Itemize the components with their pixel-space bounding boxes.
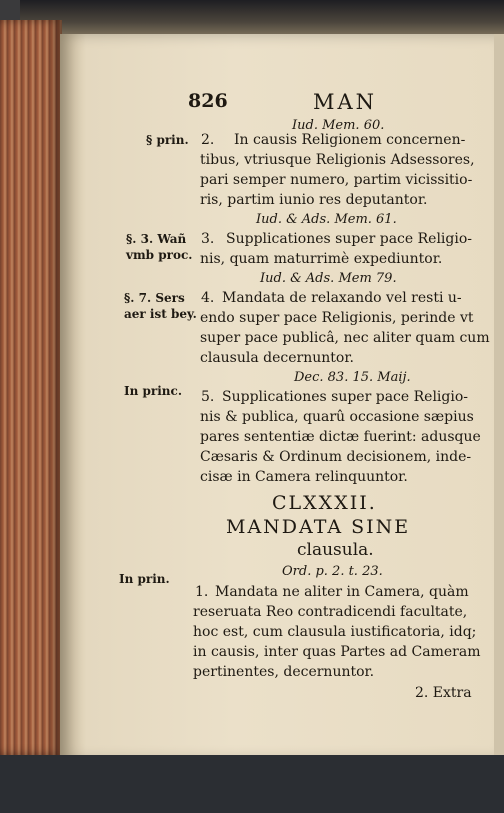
paragraph-number: 5.: [201, 389, 215, 405]
text-line: endo super pace Religionis, perinde vt: [200, 310, 474, 326]
section-reference: Iud. & Ads. Mem 79.: [260, 271, 397, 286]
paragraph-number: 4.: [201, 290, 215, 306]
side-note: § prin.: [146, 133, 189, 147]
section-reference: Iud. Mem. 60.: [292, 118, 385, 133]
text-line: in causis, inter quas Partes ad Cameram: [193, 644, 481, 660]
background-surface: [0, 755, 504, 813]
text-line: clausula decernuntor.: [200, 350, 354, 366]
section-reference: Ord. p. 2. t. 23.: [282, 564, 383, 579]
side-note: §. 3. Wañ: [126, 232, 187, 246]
paragraph-number: 3.: [201, 231, 215, 247]
text-line: hoc est, cum clausula iustificatoria, idq;: [193, 624, 477, 640]
text-line: In causis Religionem concernen-: [234, 132, 466, 148]
chapter-title: MANDATA SINE: [226, 516, 411, 538]
side-note: §. 7. Sers: [124, 291, 185, 305]
side-note: In prin.: [119, 572, 170, 586]
text-line: nis, quam maturrimè expediuntor.: [200, 251, 443, 267]
text-line: pari semper numero, partim vicissitio-: [200, 172, 473, 188]
text-line: pares sententiæ dictæ fuerint: adusque: [200, 429, 481, 445]
text-line: tibus, vtriusque Religionis Adsessores,: [200, 152, 475, 168]
page-number: 826: [188, 90, 228, 112]
paragraph-number: 2.: [201, 132, 215, 148]
side-note: aer ist bey.: [124, 307, 197, 321]
catchword: 2. Extra: [415, 685, 472, 701]
text-line: super pace publicâ, nec aliter quam cum: [200, 330, 490, 346]
text-line: pertinentes, decernuntor.: [193, 664, 375, 680]
section-reference: Iud. & Ads. Mem. 61.: [256, 212, 397, 227]
text-line: Mandata de relaxando vel resti u-: [222, 290, 462, 306]
chapter-number: CLXXXII.: [272, 492, 377, 514]
text-line: Supplicationes super pace Religio-: [226, 231, 472, 247]
page-right-edge: [494, 34, 504, 760]
side-note: vmb proc.: [126, 248, 193, 262]
text-line: reseruata Reo contradicendi facultate,: [193, 604, 468, 620]
book-page-stack: [0, 20, 62, 755]
paragraph-number: 1.: [195, 584, 209, 600]
side-note: In princ.: [124, 384, 182, 398]
text-line: ris, partim iunio res deputantor.: [200, 192, 428, 208]
text-line: cisæ in Camera relinquuntor.: [200, 469, 408, 485]
text-line: Supplicationes super pace Religio-: [222, 389, 468, 405]
running-head: MAN: [313, 90, 378, 114]
text-line: Mandata ne aliter in Camera, quàm: [215, 584, 469, 600]
text-line: nis & publica, quarû occasione sæpius: [200, 409, 474, 425]
section-reference: Dec. 83. 15. Maij.: [294, 370, 411, 385]
text-line: Cæsaris & Ordinum decisionem, inde-: [200, 449, 472, 465]
chapter-subtitle: clausula.: [297, 540, 374, 560]
